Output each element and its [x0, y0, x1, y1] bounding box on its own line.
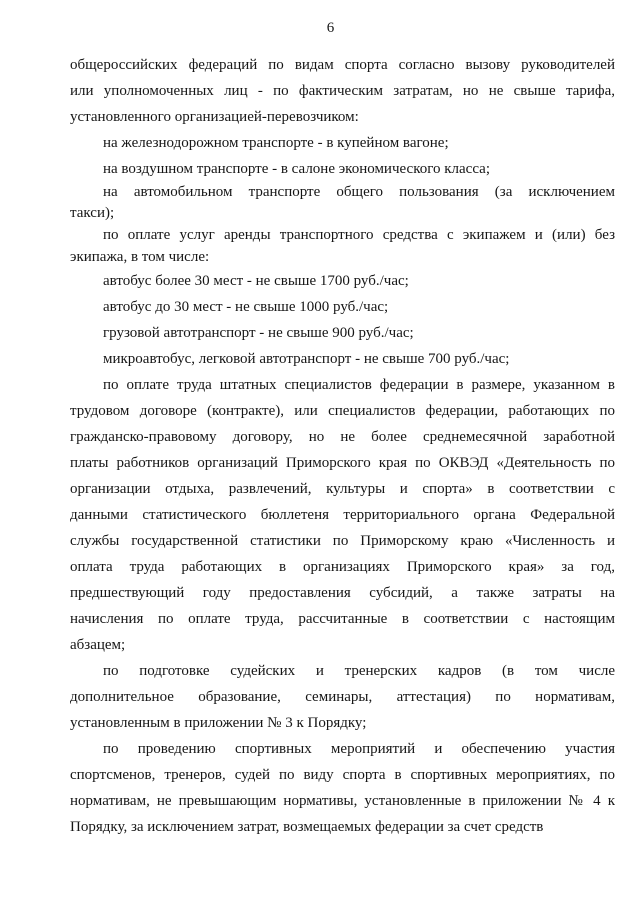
text-line: Порядку, за исключением затрат, возмещаемых федерации за счет средств — [70, 819, 544, 835]
text-line: оплата труда работающих в организациях Приморского края» за год, — [70, 559, 615, 575]
text-line: данными статистического бюллетеня территориального органа Федеральной — [70, 507, 615, 523]
paragraph — [70, 224, 615, 268]
text-line: трудовом договоре (контракте), или специалистов федерации, работающих по — [70, 403, 615, 419]
text-line: установленного организацией-перевозчиком: — [70, 109, 359, 125]
page-number: 6 — [326, 20, 335, 36]
text-line: на автомобильном транспорте общего пользования (за исключением — [103, 184, 615, 200]
text-line: грузовой автотранспорт - не свыше 900 руб./час; — [103, 325, 414, 341]
text-line: предшествующий году предоставления субсидий, а также затраты на — [70, 585, 615, 601]
paragraph — [70, 52, 615, 130]
paragraph — [70, 156, 615, 182]
paragraph — [70, 268, 615, 294]
text-line: по оплате труда штатных специалистов федерации в размере, указанном в — [103, 377, 615, 393]
paragraph — [70, 736, 615, 840]
text-line: такси); — [70, 205, 115, 221]
paragraph — [70, 658, 615, 736]
text-line: службы государственной статистики по Приморскому краю «Численность и — [70, 533, 615, 549]
text-line: на железнодорожном транспорте - в купейном вагоне; — [103, 135, 449, 151]
document-body — [70, 52, 615, 840]
text-line: установленным в приложении № 3 к Порядку; — [70, 715, 367, 731]
text-line: по подготовке судейских и тренерских кадров (в том числе — [103, 663, 615, 679]
text-line: нормативам, не превышающим нормативы, установленные в приложении № 4 к — [70, 793, 615, 809]
text-line: по проведению спортивных мероприятий и обеспечению участия — [103, 741, 615, 757]
text-line: экипажа, в том числе: — [70, 249, 210, 265]
text-line: автобус более 30 мест - не свыше 1700 руб./час; — [103, 273, 409, 289]
text-line: микроавтобус, легковой автотранспорт - не свыше 700 руб./час; — [103, 351, 510, 367]
text-line: платы работников организаций Приморского края по ОКВЭД «Деятельность по — [70, 455, 615, 471]
paragraph — [70, 346, 615, 372]
text-line: автобус до 30 мест - не свыше 1000 руб./час; — [103, 299, 389, 315]
paragraph — [70, 182, 615, 224]
paragraph — [70, 130, 615, 156]
text-line: спортсменов, тренеров, судей по виду спорта в спортивных мероприятиях, по — [70, 767, 615, 783]
text-line: или уполномоченных лиц - по фактическим затратам, но не свыше тарифа, — [70, 83, 615, 99]
text-line: гражданско-правовому договору, но не более среднемесячной заработной — [70, 429, 615, 445]
text-line: начисления по оплате труда, рассчитанные в соответствии с настоящим — [70, 611, 615, 627]
text-line: общероссийских федераций по видам спорта согласно вызову руководителей — [70, 57, 615, 73]
text-line: дополнительное образование, семинары, аттестация) по нормативам, — [70, 689, 615, 705]
text-line: по оплате услуг аренды транспортного средства с экипажем и (или) без — [103, 227, 615, 243]
paragraph — [70, 372, 615, 658]
text-line: организации отдыха, развлечений, культуры и спорта» в соответствии с — [70, 481, 615, 497]
paragraph — [70, 320, 615, 346]
text-line: на воздушном транспорте - в салоне экономического класса; — [103, 161, 491, 177]
text-line: абзацем; — [70, 637, 126, 653]
paragraph — [70, 294, 615, 320]
